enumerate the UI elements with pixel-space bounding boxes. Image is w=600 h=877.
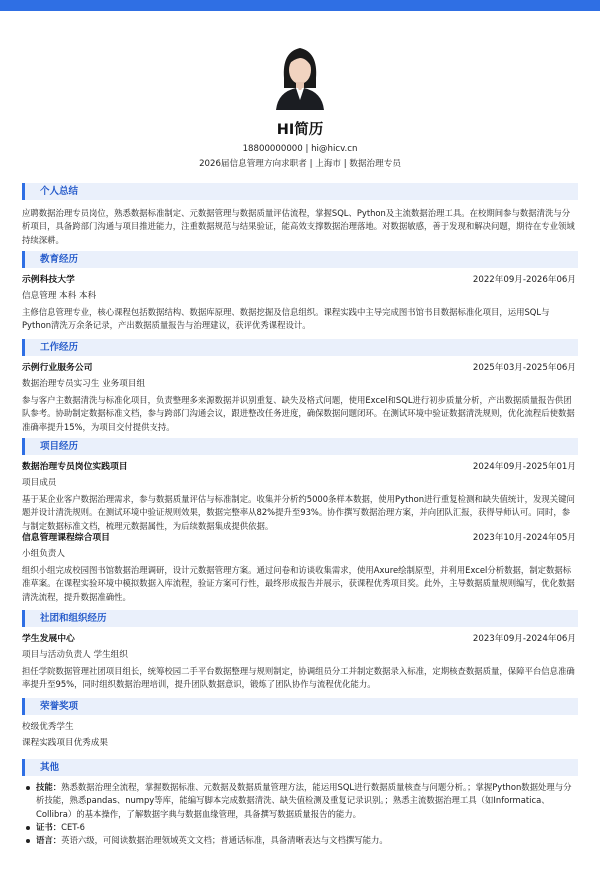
item-label: 技能： <box>36 782 62 792</box>
list-item <box>22 781 578 821</box>
education-entry-header <box>22 274 578 287</box>
project-name: 信息管理课程综合项目 <box>22 533 110 543</box>
community-date: 2023年09月-2024年06月 <box>472 634 576 644</box>
project-role: 项目成员 <box>22 478 57 488</box>
projects-section <box>22 438 578 602</box>
other-section-header <box>22 759 578 776</box>
company-name: 示例行业服务公司 <box>22 363 93 373</box>
section-title: 教育经历 <box>40 254 79 265</box>
project-date: 2024年09月-2025年01月 <box>472 462 576 472</box>
community-text: 担任学院数据管理社团项目组长，统筹校园二手平台数据整理与规则制定，协调组员分工并制定数据录入标准，定期核查数据质量，保障平台信息准确率提升至95%，同时组织数据治理培训，提升团队数据意识，锻炼了团队协作与流程优化能力。 <box>22 666 575 690</box>
community-section <box>22 610 578 690</box>
profile-photo <box>270 38 330 110</box>
project-text: 组织小组完成校园图书馆数据治理调研，设计元数据管理方案。通过问卷和访谈收集需求，使用Axure绘制原型，并利用Excel分析数据，制定数据标准草案。在课程实验环境中模拟数据入库流程，验证方案可行性，最终形成报告并展示，获课程优秀项目奖。此外，主导数据质量规则编写，优化数据清洗流程，提升数据准确性。 <box>22 565 575 602</box>
item-label: 证书： <box>36 821 62 832</box>
job-intent: 2026届信息管理方向求职者 | 上海市 | 数据治理专员 <box>199 159 401 169</box>
community-section-header <box>22 610 578 627</box>
education-section-header <box>22 251 578 268</box>
item-text: 熟悉数据治理全流程，掌握数据标准、元数据及数据质量管理方法，能运用SQL进行数据质量核查与问题分析。；掌握Python数据处理与分析技能，熟悉pandas、numpy等库，能编写脚本完成数据清洗、缺失值检测及重复记录识别。；熟悉主流数据治理工具（如Informatica、Collibra）的基本操作，了解数据字典与数据血缘管理，具备撰写数据质量报告的能力。 <box>36 782 572 819</box>
work-date: 2025年03月-2025年06月 <box>472 363 576 373</box>
section-title: 个人总结 <box>40 186 79 197</box>
section-title: 其他 <box>40 762 60 773</box>
project-entry-header <box>22 461 578 474</box>
top-accent-bar <box>0 0 600 11</box>
education-major: 信息管理 本科 本科 <box>22 291 97 301</box>
list-item <box>22 821 578 834</box>
education-text: 主修信息管理专业，核心课程包括数据结构、数据库原理、数据挖掘及信息组织。课程实践中主导完成图书馆书目数据标准化项目，运用SQL与Python清洗万余条记录，产出数据质量报告与治理建议，获评优秀课程设计。 <box>22 307 550 331</box>
community-role: 项目与活动负责人 学生组织 <box>22 650 128 660</box>
other-section <box>22 759 578 846</box>
work-role: 数据治理专员实习生 业务项目组 <box>22 379 146 389</box>
award-item: 校级优秀学生 <box>22 722 74 732</box>
education-section <box>22 251 578 331</box>
project-date: 2023年10月-2024年05月 <box>472 533 576 543</box>
other-list <box>22 781 578 847</box>
education-date: 2022年09月-2026年06月 <box>472 275 576 285</box>
item-text: CET-6 <box>61 821 85 832</box>
section-title: 项目经历 <box>40 441 79 452</box>
award-item: 课程实践项目优秀成果 <box>22 738 108 748</box>
org-name: 学生发展中心 <box>22 634 75 644</box>
section-title: 荣誉奖项 <box>40 701 79 712</box>
school-name: 示例科技大学 <box>22 275 75 285</box>
projects-section-header <box>22 438 578 455</box>
summary-section <box>22 183 578 245</box>
work-entry-header <box>22 362 578 375</box>
community-entry-header <box>22 633 578 646</box>
resume-name: HI简历 <box>276 122 324 138</box>
section-title: 工作经历 <box>40 342 79 353</box>
contact-info: 18800000000 | hi@hicv.cn <box>242 144 358 154</box>
summary-section-header <box>22 183 578 200</box>
work-text: 参与客户主数据清洗与标准化项目，负责整理多来源数据并识别重复、缺失及格式问题，使用Excel和SQL进行初步质量分析，产出数据质量报告供团队参考。协助制定数据标准文档，参与跨部门沟通会议，跟进整改任务进度，确保数据问题闭环。在测试环境中验证数据清洗规则，优化流程后使数据准确率提升15%，为项目交付提供支持。 <box>22 395 575 432</box>
project-entry-header <box>22 532 578 545</box>
work-section-header <box>22 339 578 356</box>
summary-text: 应聘数据治理专员岗位，熟悉数据标准制定、元数据管理与数据质量评估流程，掌握SQL、Python及主流数据治理工具。在校期间参与数据清洗与分析项目，具备跨部门沟通与项目推进能力，注重数据规范与结果验证，能高效支撑数据治理落地。对数据敏感，善于发现和解决问题，期待在专业领域持续深耕。 <box>22 208 575 245</box>
list-item <box>22 834 578 847</box>
section-title: 社团和组织经历 <box>40 613 107 624</box>
awards-section-header <box>22 698 578 715</box>
project-text: 基于某企业客户数据治理需求，参与数据质量评估与标准制定。收集并分析约5000条样本数据，使用Python进行重复检测和缺失值统计，发现关键问题并设计清洗规则。在测试环境中验证规则效果，数据完整率从82%提升至93%。协作撰写数据治理方案，并向团队汇报，获得导师认可。同时，参与制定数据标准文档，梳理元数据属性，为后续数据集成提供依据。 <box>22 494 575 531</box>
resume-header <box>0 38 600 171</box>
project-name: 数据治理专员岗位实践项目 <box>22 462 128 472</box>
item-text: 英语六级，可阅读数据治理领域英文文档；普通话标准，具备清晰表达与文档撰写能力。 <box>61 835 388 846</box>
item-label: 语言： <box>36 835 62 846</box>
awards-section <box>22 698 578 748</box>
project-role: 小组负责人 <box>22 549 65 559</box>
resume-page <box>0 11 600 171</box>
work-section <box>22 339 578 432</box>
